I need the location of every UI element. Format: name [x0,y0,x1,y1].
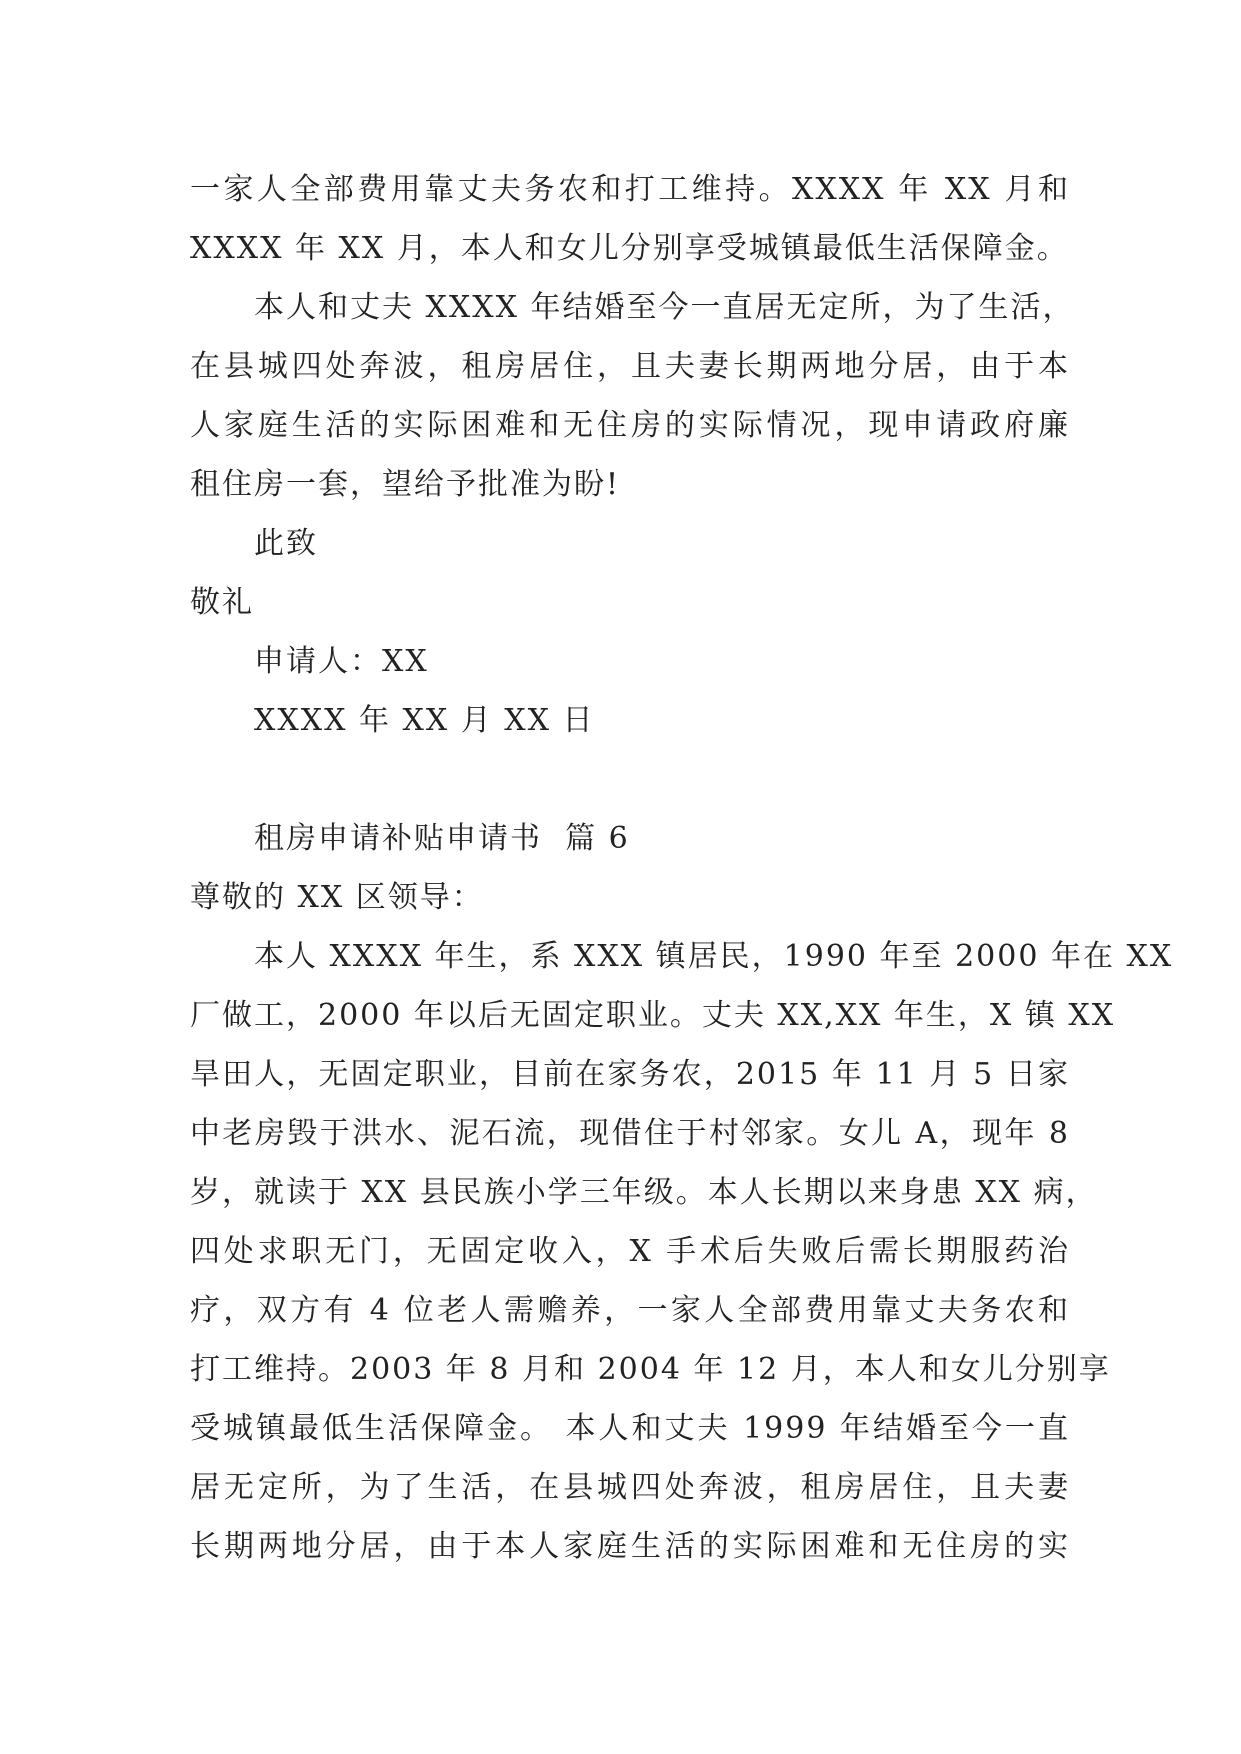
letter-date: XXXX 年 XX 月 XX 日 [254,703,595,738]
document-page [190,160,1174,1576]
text-line: 本人和丈夫 XXXX 年结婚至今一直居无定所，为了生活， [254,290,1075,325]
text-line: 长期两地分居，由于本人家庭生活的实际困难和无住房的实 [190,1529,1070,1564]
closing-greeting: 此致 [254,526,318,561]
text-line: 中老房毁于洪水、泥石流，现借住于村邻家。女儿 A，现年 8 [190,1116,1070,1151]
text-line: 居无定所，为了生活，在县城四处奔波，租房居住，且夫妻 [190,1470,1070,1505]
text-line: 四处求职无门，无固定收入，X 手术后失败后需长期服药治 [190,1234,1070,1269]
text-line: 一家人全部费用靠丈夫务农和打工维持。XXXX 年 XX 月和 [190,172,1070,207]
section-heading: 租房申请补贴申请书 篇 6 [254,821,630,856]
text-line: 厂做工，2000 年以后无固定职业。丈夫 XX,XX 年生，X 镇 XX [190,998,1116,1033]
text-line: 旱田人，无固定职业，目前在家务农，2015 年 11 月 5 日家 [190,1057,1070,1092]
text-line: 疗，双方有 4 位老人需赡养，一家人全部费用靠丈夫务农和 [190,1293,1070,1328]
applicant-signature: 申请人：XX [254,644,429,679]
text-line: 人家庭生活的实际困难和无住房的实际情况，现申请政府廉 [190,408,1070,443]
text-line: XXXX 年 XX 月，本人和女儿分别享受城镇最低生活保障金。 [190,231,1069,266]
text-line: 在县城四处奔波，租房居住，且夫妻长期两地分居，由于本 [190,349,1070,384]
text-line: 本人 XXXX 年生，系 XXX 镇居民，1990 年至 2000 年在 XX [254,939,1174,974]
text-line: 租住房一套，望给予批准为盼! [190,467,621,502]
closing-salute: 敬礼 [190,585,254,620]
text-line: 岁，就读于 XX 县民族小学三年级。本人长期以来身患 XX 病， [190,1175,1098,1210]
salutation: 尊敬的 XX 区领导： [190,880,484,915]
text-line: 受城镇最低生活保障金。 本人和丈夫 1999 年结婚至今一直 [190,1411,1070,1446]
text-line: 打工维持。2003 年 8 月和 2004 年 12 月，本人和女儿分别享 [190,1352,1111,1387]
section-spacer [190,750,1070,809]
